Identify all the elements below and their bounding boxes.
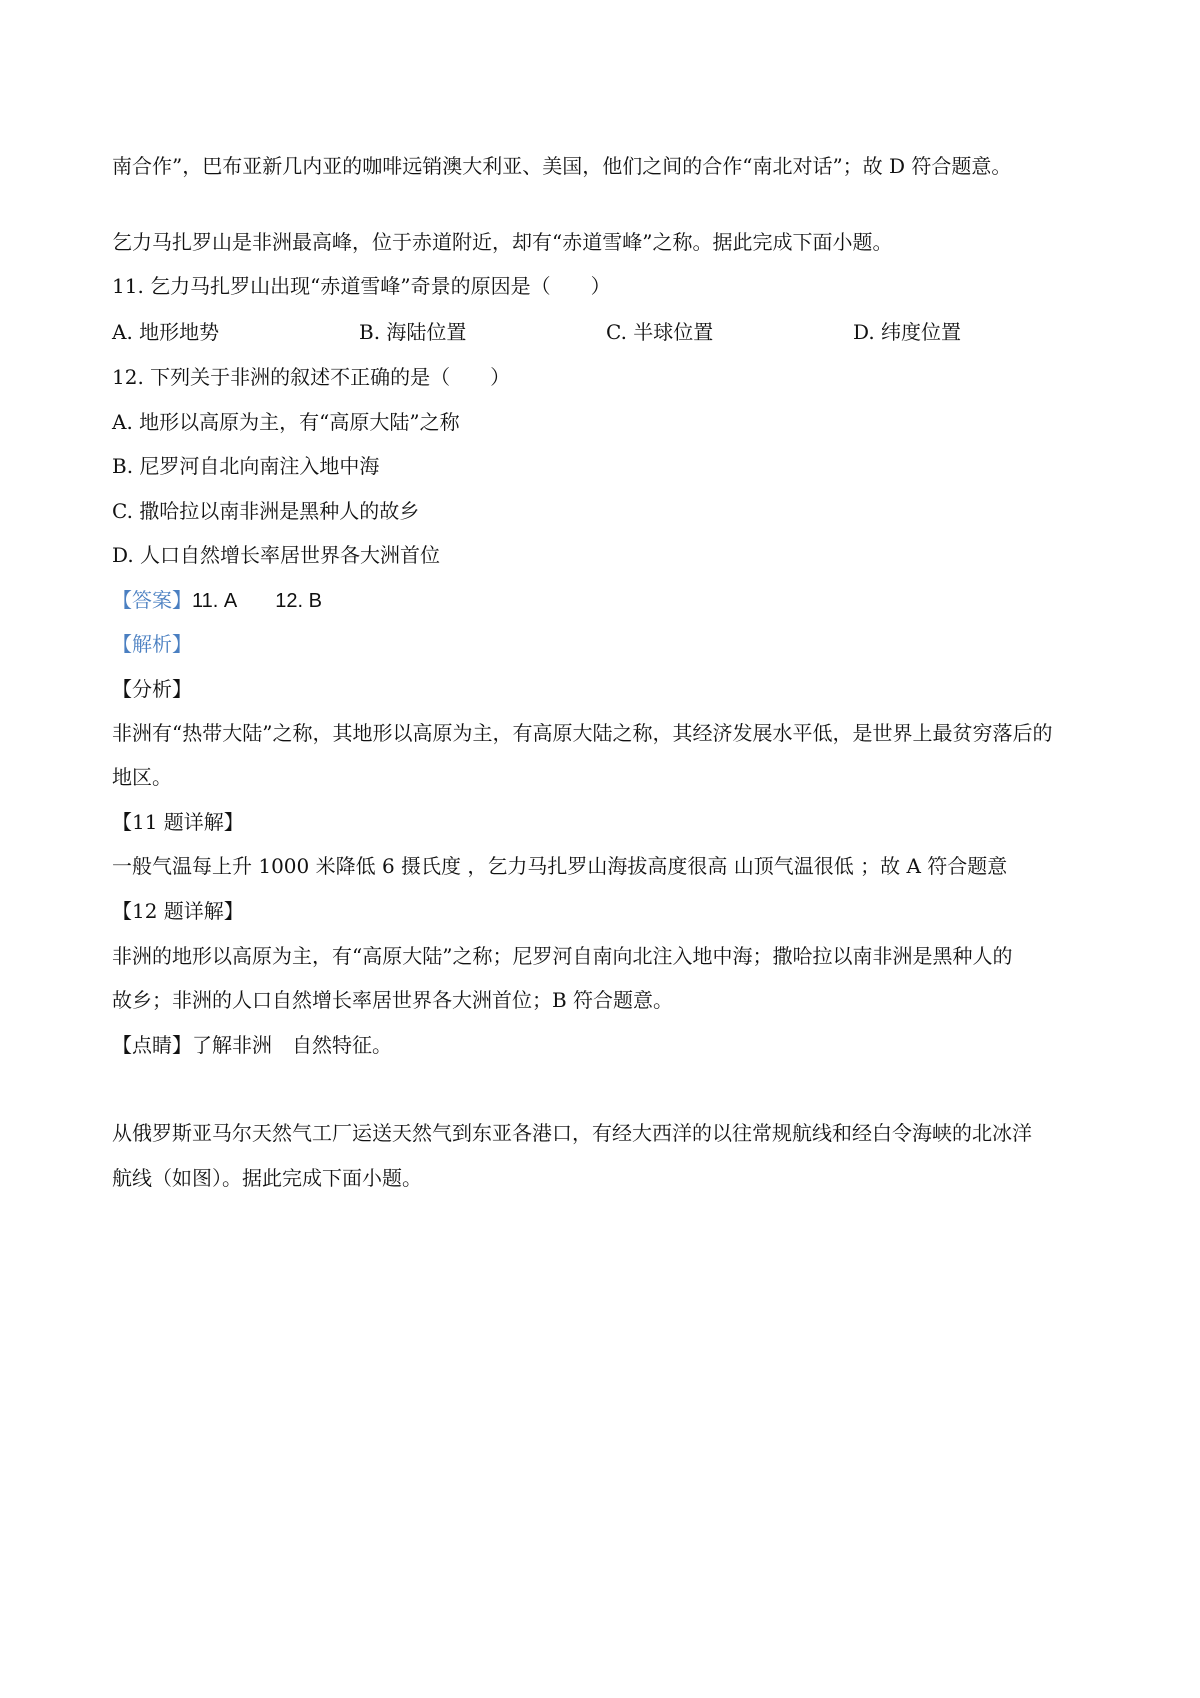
dianjing-note: 【点睛】了解非洲 自然特征。 — [112, 1033, 392, 1057]
fenxi-text-1: 非洲有“热带大陆”之称，其地形以高原为主，有高原大陆之称，其经济发展水平低，是世界上最贫穷落后的 — [112, 721, 1053, 745]
question-11-stem: 11. 乞力马扎罗山出现“赤道雪峰”奇景的原因是（ ） — [112, 274, 611, 298]
fenxi-label: 【分析】 — [112, 677, 192, 701]
detail-12-text-2: 故乡；非洲的人口自然增长率居世界各大洲首位；B 符合题意。 — [112, 988, 674, 1012]
analysis-label: 【解析】 — [112, 632, 192, 656]
q12-option-d: D. 人口自然增长率居世界各大洲首位 — [112, 543, 441, 567]
question-12-stem: 12. 下列关于非洲的叙述不正确的是（ ） — [112, 365, 511, 389]
next-intro-2: 航线（如图）。据此完成下面小题。 — [112, 1166, 422, 1190]
answer-11: 11. A — [192, 590, 238, 612]
answer-12: 12. B — [275, 590, 322, 612]
q12-option-a: A. 地形以高原为主，有“高原大陆”之称 — [112, 410, 460, 434]
detail-11-text: 一般气温每上升 1000 米降低 6 摄氏度 ，乞力马扎罗山海拔高度很高 山顶气温很低 ；故 A 符合题意 — [112, 854, 1008, 878]
question-11-options — [112, 318, 1102, 346]
q12-option-c: C. 撒哈拉以南非洲是黑种人的故乡 — [112, 499, 420, 523]
q11-option-b: B. 海陆位置 — [359, 320, 467, 344]
detail-12-text-1: 非洲的地形以高原为主，有“高原大陆”之称；尼罗河自南向北注入地中海；撒哈拉以南非洲是黑种人的 — [112, 944, 1013, 968]
q11-option-a: A. 地形地势 — [112, 320, 220, 344]
q12-option-b: B. 尼罗河自北向南注入地中海 — [112, 454, 380, 478]
question-intro: 乞力马扎罗山是非洲最高峰，位于赤道附近，却有“赤道雪峰”之称。据此完成下面小题。 — [112, 230, 893, 254]
fenxi-text-2: 地区。 — [112, 765, 172, 789]
answer-line — [112, 586, 1102, 615]
answer-label: 【答案】 — [112, 588, 192, 612]
q11-option-c: C. 半球位置 — [606, 320, 714, 344]
next-intro-1: 从俄罗斯亚马尔天然气工厂运送天然气到东亚各港口，有经大西洋的以往常规航线和经白令海峡的北冰洋 — [112, 1121, 1032, 1145]
q11-option-d: D. 纬度位置 — [853, 320, 962, 344]
detail-12-label: 【12 题详解】 — [112, 899, 244, 923]
detail-11-label: 【11 题详解】 — [112, 810, 244, 834]
previous-paragraph-tail: 南合作”，巴布亚新几内亚的咖啡远销澳大利亚、美国，他们之间的合作“南北对话”；故 D 符合题意。 — [112, 154, 1012, 178]
